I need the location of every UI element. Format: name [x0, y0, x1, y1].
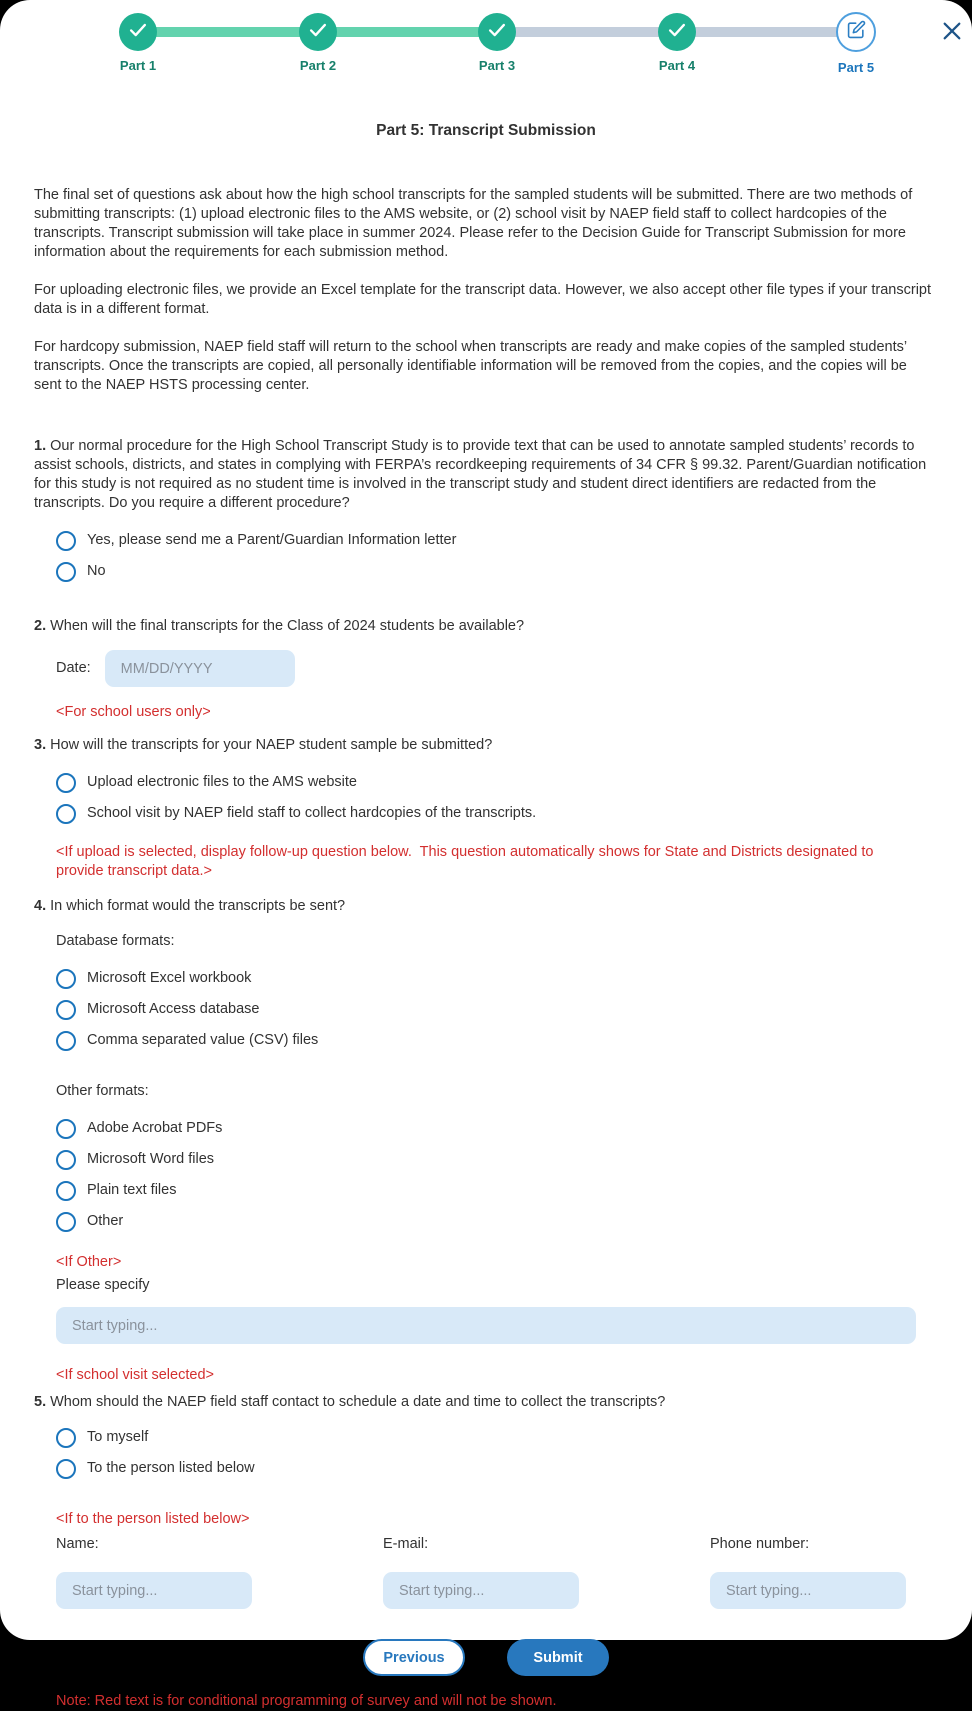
- question-text: How will the transcripts for your NAEP student sample be submitted?: [46, 737, 493, 753]
- radio-icon[interactable]: [56, 1459, 76, 1479]
- radio-option-upload[interactable]: [56, 767, 938, 798]
- step-label: Part 3: [478, 58, 516, 73]
- question-number: 4.: [34, 898, 47, 914]
- step-circle-complete: [119, 13, 157, 51]
- action-buttons: [34, 1639, 938, 1676]
- question-text: When will the final transcripts for the Class of 2024 students be available?: [46, 618, 525, 634]
- edit-pencil-icon: [847, 20, 866, 44]
- submit-button[interactable]: Submit: [507, 1639, 609, 1676]
- radio-label: Other: [87, 1213, 124, 1229]
- question-number: 3.: [34, 737, 47, 753]
- name-label: Name:: [56, 1536, 99, 1552]
- page-title: Part 5: Transcript Submission: [376, 122, 596, 139]
- step-circle-complete: [299, 13, 337, 51]
- radio-label: Microsoft Word files: [87, 1151, 215, 1167]
- previous-button[interactable]: Previous: [363, 1639, 465, 1676]
- specify-input[interactable]: [56, 1307, 916, 1344]
- radio-option-parent-letter[interactable]: [56, 525, 938, 556]
- conditional-note-person-below: <If to the person listed below>: [56, 1511, 250, 1527]
- question-3-options: [34, 767, 938, 829]
- radio-option-no[interactable]: [56, 556, 938, 587]
- date-input[interactable]: [105, 650, 295, 687]
- intro-paragraph: The final set of questions ask about how the high school transcripts for the sampled students will be submitted. There are two methods of submitting transcripts: (1) upload electronic files to the AMS website, or (2) school visit by NAEP field staff to collect hardcopies of the transcripts. Transcript submission will take place in summer 2024. Please refer to the Decision Guide for Transcript Submission for more information about the requirements for each submission method.: [34, 187, 913, 260]
- radio-label: To myself: [87, 1429, 149, 1445]
- close-icon[interactable]: [940, 20, 964, 44]
- step-label: Part 5: [837, 60, 875, 75]
- specify-label: Please specify: [56, 1277, 150, 1293]
- radio-option-person-below[interactable]: [56, 1453, 938, 1484]
- step-label: Part 4: [658, 58, 696, 73]
- radio-label: To the person listed below: [87, 1460, 255, 1476]
- email-label: E-mail:: [383, 1536, 429, 1552]
- question-1-options: [34, 525, 938, 587]
- radio-option-csv[interactable]: [56, 1025, 938, 1056]
- check-icon: [127, 19, 149, 46]
- date-label: Date:: [56, 660, 91, 676]
- radio-icon[interactable]: [56, 1428, 76, 1448]
- radio-label: Microsoft Excel workbook: [87, 970, 252, 986]
- step-circle-current: [836, 12, 876, 52]
- question-1: [34, 437, 938, 513]
- name-field-group: [56, 1535, 252, 1609]
- intro-paragraph: For hardcopy submission, NAEP field staff will return to the school when transcripts are ready and make copies of the sampled students’ transcripts. Once the transcripts are copied, all personally identifiable information will be removed from the copies, and the copies will be sent to the NAEP HSTS processing center.: [34, 339, 907, 393]
- radio-label: Plain text files: [87, 1182, 177, 1198]
- radio-icon[interactable]: [56, 804, 76, 824]
- radio-icon[interactable]: [56, 1119, 76, 1139]
- phone-input[interactable]: [710, 1572, 906, 1609]
- step-circle-complete: [658, 13, 696, 51]
- radio-label: Adobe Acrobat PDFs: [87, 1120, 223, 1136]
- radio-label: Upload electronic files to the AMS website: [87, 774, 357, 790]
- date-row: [56, 650, 938, 687]
- question-5: [34, 1393, 938, 1412]
- step-part-2[interactable]: [299, 13, 337, 73]
- radio-label: Comma separated value (CSV) files: [87, 1032, 319, 1048]
- check-icon: [486, 19, 508, 46]
- database-format-options: [34, 963, 938, 1056]
- question-number: 5.: [34, 1394, 47, 1410]
- radio-icon[interactable]: [56, 1000, 76, 1020]
- radio-option-to-myself[interactable]: [56, 1422, 938, 1453]
- conditional-note-if-other: <If Other>: [56, 1254, 122, 1270]
- group-label-other-formats: Other formats:: [56, 1083, 149, 1099]
- radio-icon[interactable]: [56, 1212, 76, 1232]
- question-number: 2.: [34, 618, 47, 634]
- progress-stepper: [0, 0, 972, 78]
- email-input[interactable]: [383, 1572, 579, 1609]
- question-number: 1.: [34, 438, 47, 454]
- question-text: Our normal procedure for the High School Transcript Study is to provide text that can be used to annotate sampled students’ records to assist schools, districts, and states in complying with FERPA’s recordkeeping requirements of 34 CFR § 99.32. Parent/Guardian notification for this study is not required as no student time is involved in the transcript study and student direct identifiers are redacted from the transcripts. Do you require a different procedure?: [34, 438, 927, 511]
- question-5-options: [34, 1422, 938, 1484]
- radio-icon[interactable]: [56, 969, 76, 989]
- form-content: [0, 186, 972, 1711]
- question-text: Whom should the NAEP field staff contact to schedule a date and time to collect the transcripts?: [46, 1394, 666, 1410]
- conditional-note-school-visit: <If school visit selected>: [56, 1367, 214, 1383]
- radio-icon[interactable]: [56, 531, 76, 551]
- radio-option-excel[interactable]: [56, 963, 938, 994]
- step-part-1[interactable]: [119, 13, 157, 73]
- radio-label: No: [87, 563, 106, 579]
- radio-label: Microsoft Access database: [87, 1001, 260, 1017]
- question-2: [34, 617, 938, 636]
- conditional-note-upload: <If upload is selected, display follow-up question below. This question automatically shows for State and Districts designated to provide transcript data.>: [56, 844, 878, 879]
- name-input[interactable]: [56, 1572, 252, 1609]
- radio-option-school-visit[interactable]: [56, 798, 938, 829]
- step-circle-complete: [478, 13, 516, 51]
- other-format-options: [34, 1113, 938, 1237]
- radio-option-plain-text[interactable]: [56, 1175, 938, 1206]
- question-4: [34, 897, 938, 916]
- radio-icon[interactable]: [56, 1181, 76, 1201]
- radio-icon[interactable]: [56, 773, 76, 793]
- step-label: Part 1: [119, 58, 157, 73]
- step-label: Part 2: [299, 58, 337, 73]
- email-field-group: [383, 1535, 579, 1609]
- conditional-note-school-users: <For school users only>: [56, 704, 211, 720]
- radio-icon[interactable]: [56, 1150, 76, 1170]
- check-icon: [666, 19, 688, 46]
- phone-label: Phone number:: [710, 1536, 810, 1552]
- radio-label: Yes, please send me a Parent/Guardian Information letter: [87, 532, 457, 548]
- radio-icon[interactable]: [56, 1031, 76, 1051]
- group-label-database-formats: Database formats:: [56, 933, 175, 949]
- step-part-4[interactable]: [658, 13, 696, 73]
- radio-option-word[interactable]: [56, 1144, 938, 1175]
- check-icon: [307, 19, 329, 46]
- intro-paragraph: For uploading electronic files, we provide an Excel template for the transcript data. However, we also accept other file types if your transcript data is in a different format.: [34, 282, 932, 317]
- radio-label: School visit by NAEP field staff to collect hardcopies of the transcripts.: [87, 805, 537, 821]
- phone-field-group: [710, 1535, 906, 1609]
- radio-icon[interactable]: [56, 562, 76, 582]
- radio-option-other[interactable]: [56, 1206, 938, 1237]
- question-3: [34, 736, 938, 755]
- step-part-5-current[interactable]: [836, 13, 876, 75]
- radio-option-access[interactable]: [56, 994, 938, 1025]
- question-text: In which format would the transcripts be sent?: [46, 898, 346, 914]
- red-text-footnote: Note: Red text is for conditional programming of survey and will not be shown.: [56, 1693, 557, 1709]
- contact-fields-row: [56, 1535, 938, 1609]
- radio-option-pdf[interactable]: [56, 1113, 938, 1144]
- step-part-3[interactable]: [478, 13, 516, 73]
